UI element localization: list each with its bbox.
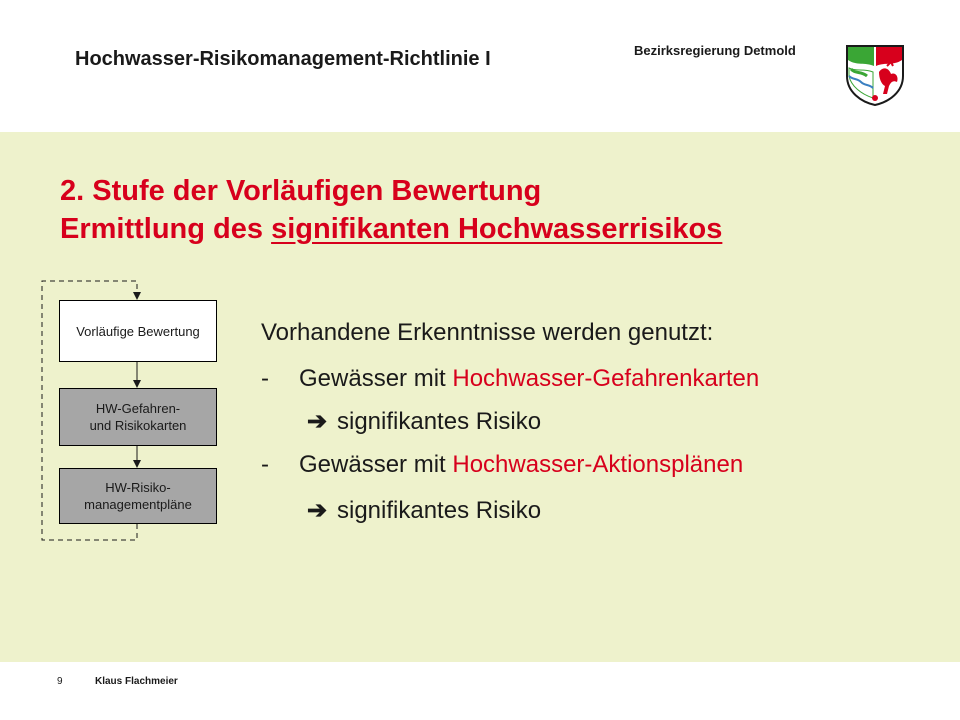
bullet1-result bbox=[261, 402, 759, 442]
flow-step-preliminary-assessment bbox=[59, 300, 217, 362]
bullet2-text: Gewässer mit bbox=[299, 451, 453, 478]
intro-line: Vorhandene Erkenntnisse werden genutzt: bbox=[261, 319, 714, 346]
flow-step3-label-line1: HW-Risiko- bbox=[105, 480, 171, 495]
slide-title-line1: 2. Stufe der Vorläufigen Bewertung bbox=[60, 175, 542, 207]
right-arrow-icon: ➔ bbox=[307, 408, 328, 435]
bullet2-result-text: signifikantes Risiko bbox=[337, 497, 542, 524]
body-text bbox=[261, 310, 759, 534]
flow-step1-label: Vorläufige Bewertung bbox=[76, 323, 200, 339]
presentation-title: Hochwasser-Risikomanagement-Richtlinie I bbox=[75, 48, 491, 70]
bullet1-result-text: signifikantes Risiko bbox=[337, 408, 542, 435]
nrw-coat-of-arms-icon bbox=[843, 42, 907, 106]
right-arrow-icon: ➔ bbox=[307, 497, 328, 524]
slide-title-prefix: Ermittlung des bbox=[60, 213, 272, 245]
flow-step-hazard-risk-maps bbox=[59, 388, 217, 446]
slide-title-line2 bbox=[60, 210, 722, 248]
bullet-action-plans bbox=[261, 442, 759, 488]
bullet2-highlight: Hochwasser-Aktionsplänen bbox=[452, 451, 744, 478]
bullet2-result bbox=[261, 488, 759, 534]
flow-step2-label-line1: HW-Gefahren- bbox=[95, 401, 181, 416]
bullet-dash: - bbox=[261, 365, 269, 392]
author-name: Klaus Flachmeier bbox=[95, 676, 178, 687]
slide-title-underlined: signifikanten Hochwasserrisikos bbox=[271, 213, 723, 245]
flow-step2-label-line2: und Risikokarten bbox=[89, 418, 187, 433]
flow-step-risk-management-plans bbox=[59, 468, 217, 524]
slide-title bbox=[60, 172, 722, 248]
bullet1-text: Gewässer mit bbox=[299, 365, 453, 392]
bullet-dash: - bbox=[261, 451, 269, 478]
bullet-hazard-maps bbox=[261, 356, 759, 402]
page-number: 9 bbox=[57, 676, 63, 687]
flow-step3-label-line2: managementpläne bbox=[84, 497, 192, 512]
bullet1-highlight: Hochwasser-Gefahrenkarten bbox=[452, 365, 760, 392]
organization-name: Bezirksregierung Detmold bbox=[634, 43, 796, 58]
